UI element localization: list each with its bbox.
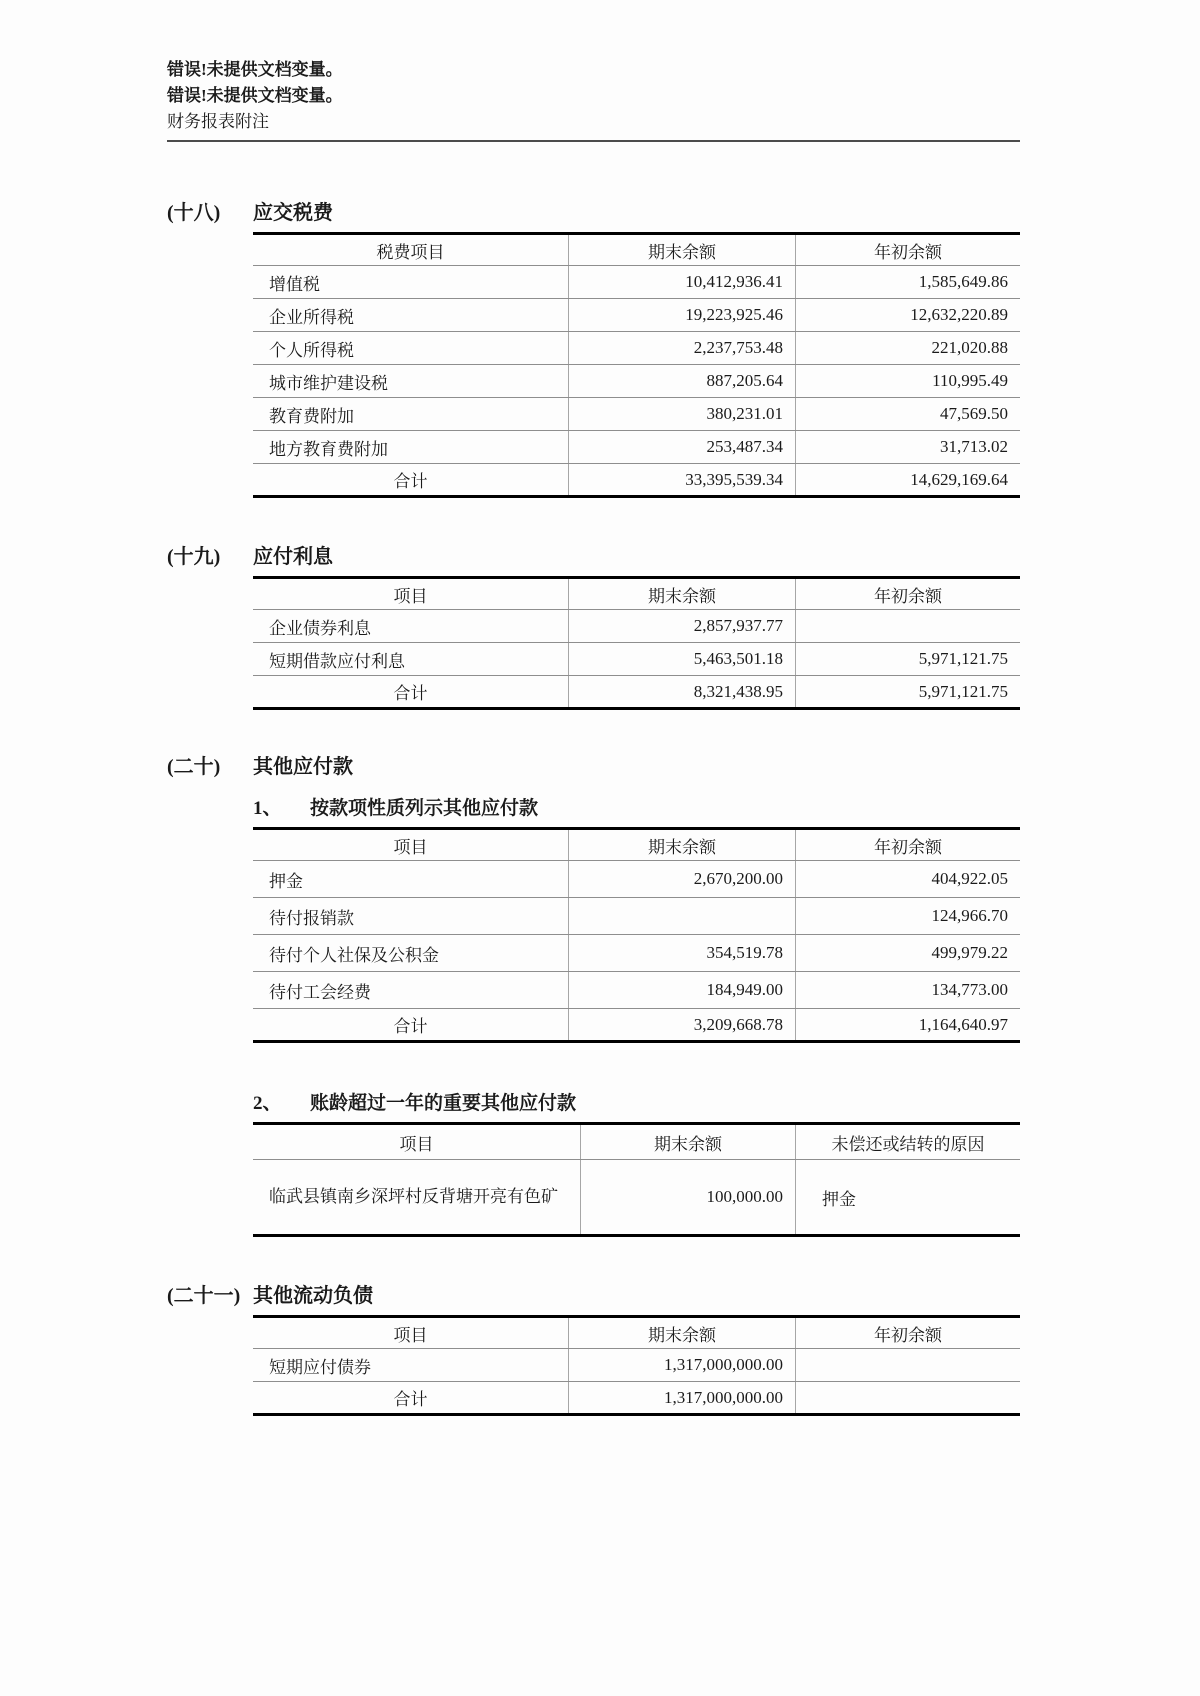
total-cell: 33,395,539.34	[569, 464, 796, 497]
cell: 499,979.22	[796, 935, 1021, 972]
cell: 地方教育费附加	[253, 431, 569, 464]
column-header: 项目	[253, 578, 569, 610]
table-row	[253, 972, 1020, 1009]
taxes-payable-table	[253, 232, 1020, 498]
cell: 临武县镇南乡深坪村反背塘开亮有色矿	[253, 1160, 581, 1236]
column-header: 项目	[253, 1317, 569, 1349]
total-cell: 5,971,121.75	[796, 676, 1021, 709]
subsection-title: 账龄超过一年的重要其他应付款	[310, 1093, 577, 1114]
total-cell: 1,317,000,000.00	[569, 1382, 796, 1415]
cell	[796, 1349, 1021, 1382]
cell: 1,585,649.86	[796, 266, 1021, 299]
table-row	[253, 398, 1020, 431]
column-header: 年初余额	[796, 234, 1021, 266]
section-heading	[167, 200, 1020, 226]
cell: 短期应付债券	[253, 1349, 569, 1382]
column-header: 期末余额	[569, 578, 796, 610]
cell: 教育费附加	[253, 398, 569, 431]
total-cell: 14,629,169.64	[796, 464, 1021, 497]
subsection-heading	[253, 796, 1020, 821]
section-taxes-payable	[167, 200, 1020, 498]
cell	[569, 898, 796, 935]
cell: 100,000.00	[581, 1160, 796, 1236]
cell: 110,995.49	[796, 365, 1021, 398]
table-row	[253, 861, 1020, 898]
interest-payable-table	[253, 576, 1020, 710]
other-payables-by-nature-table	[253, 827, 1020, 1043]
table-row	[253, 431, 1020, 464]
total-cell	[796, 1382, 1021, 1415]
section-number: (二十一)	[167, 1285, 241, 1307]
section-number: (十九)	[167, 546, 221, 568]
total-row	[253, 464, 1020, 497]
cell: 待付工会经费	[253, 972, 569, 1009]
section-title: 其他流动负债	[253, 1285, 373, 1307]
section-interest-payable	[167, 544, 1020, 710]
cell	[796, 610, 1021, 643]
aged-payables-table	[253, 1122, 1020, 1237]
table-header-row	[253, 234, 1020, 266]
total-cell: 合计	[393, 684, 428, 703]
section-heading	[167, 1283, 1020, 1309]
total-row	[253, 676, 1020, 709]
section-heading	[167, 544, 1020, 570]
table-header-row	[253, 578, 1020, 610]
cell: 待付个人社保及公积金	[253, 935, 569, 972]
section-title: 其他应付款	[253, 756, 353, 778]
section-number: (二十)	[167, 756, 221, 778]
cell: 1,317,000,000.00	[569, 1349, 796, 1382]
header-divider	[167, 140, 1020, 142]
header-line-2: 错误!未提供文档变量。	[167, 86, 343, 105]
cell: 19,223,925.46	[569, 299, 796, 332]
subsection-heading	[253, 1091, 1020, 1116]
cell: 企业债券利息	[253, 610, 569, 643]
table-row	[253, 1349, 1020, 1382]
section-title: 应付利息	[253, 546, 333, 568]
cell: 354,519.78	[569, 935, 796, 972]
cell: 47,569.50	[796, 398, 1021, 431]
cell: 短期借款应付利息	[253, 643, 569, 676]
total-row	[253, 1009, 1020, 1042]
cell: 城市维护建设税	[253, 365, 569, 398]
table-row	[253, 1160, 1020, 1236]
section-other-payables	[167, 754, 1020, 1237]
column-header: 未偿还或结转的原因	[796, 1124, 1021, 1160]
other-current-liabilities-table	[253, 1315, 1020, 1416]
section-other-current-liabilities	[167, 1283, 1020, 1416]
subsection-number: 2、	[253, 1093, 282, 1114]
table-header-row	[253, 1317, 1020, 1349]
column-header: 期末余额	[569, 1317, 796, 1349]
header-line-3: 财务报表附注	[167, 112, 269, 131]
total-row	[253, 1382, 1020, 1415]
table-row	[253, 266, 1020, 299]
table-row	[253, 332, 1020, 365]
cell: 押金	[253, 861, 569, 898]
cell: 押金	[796, 1160, 1021, 1236]
subsection-number: 1、	[253, 798, 282, 819]
column-header: 年初余额	[796, 578, 1021, 610]
section-number: (十八)	[167, 202, 221, 224]
total-cell: 3,209,668.78	[569, 1009, 796, 1042]
column-header: 期末余额	[581, 1124, 796, 1160]
cell: 221,020.88	[796, 332, 1021, 365]
table-row	[253, 299, 1020, 332]
total-cell: 合计	[393, 1390, 428, 1409]
cell: 个人所得税	[253, 332, 569, 365]
cell: 404,922.05	[796, 861, 1021, 898]
cell: 2,670,200.00	[569, 861, 796, 898]
cell: 184,949.00	[569, 972, 796, 1009]
subsection-other-payables-by-nature	[167, 796, 1020, 1043]
column-header: 项目	[253, 1124, 581, 1160]
cell: 2,237,753.48	[569, 332, 796, 365]
cell: 企业所得税	[253, 299, 569, 332]
table-row	[253, 643, 1020, 676]
table-header-row	[253, 829, 1020, 861]
column-header: 年初余额	[796, 1317, 1021, 1349]
table-row	[253, 935, 1020, 972]
column-header: 项目	[253, 829, 569, 861]
cell: 253,487.34	[569, 431, 796, 464]
table-row	[253, 365, 1020, 398]
table-row	[253, 610, 1020, 643]
cell: 12,632,220.89	[796, 299, 1021, 332]
cell: 124,966.70	[796, 898, 1021, 935]
cell: 887,205.64	[569, 365, 796, 398]
header-line-1: 错误!未提供文档变量。	[167, 60, 343, 79]
total-cell: 8,321,438.95	[569, 676, 796, 709]
total-cell: 合计	[393, 472, 428, 491]
document-header	[167, 57, 1020, 142]
cell: 31,713.02	[796, 431, 1021, 464]
table-row	[253, 898, 1020, 935]
cell: 2,857,937.77	[569, 610, 796, 643]
cell: 134,773.00	[796, 972, 1021, 1009]
cell: 380,231.01	[569, 398, 796, 431]
subsection-aged-over-one-year	[167, 1091, 1020, 1237]
column-header: 期末余额	[569, 234, 796, 266]
subsection-title: 按款项性质列示其他应付款	[310, 798, 539, 819]
cell: 5,463,501.18	[569, 643, 796, 676]
total-cell: 1,164,640.97	[796, 1009, 1021, 1042]
column-header: 期末余额	[569, 829, 796, 861]
column-header: 年初余额	[796, 829, 1021, 861]
column-header: 税费项目	[253, 234, 569, 266]
cell: 5,971,121.75	[796, 643, 1021, 676]
cell: 增值税	[253, 266, 569, 299]
table-header-row	[253, 1124, 1020, 1160]
total-cell: 合计	[393, 1017, 428, 1036]
section-title: 应交税费	[253, 202, 333, 224]
cell: 待付报销款	[253, 898, 569, 935]
cell: 10,412,936.41	[569, 266, 796, 299]
section-heading	[167, 754, 1020, 780]
